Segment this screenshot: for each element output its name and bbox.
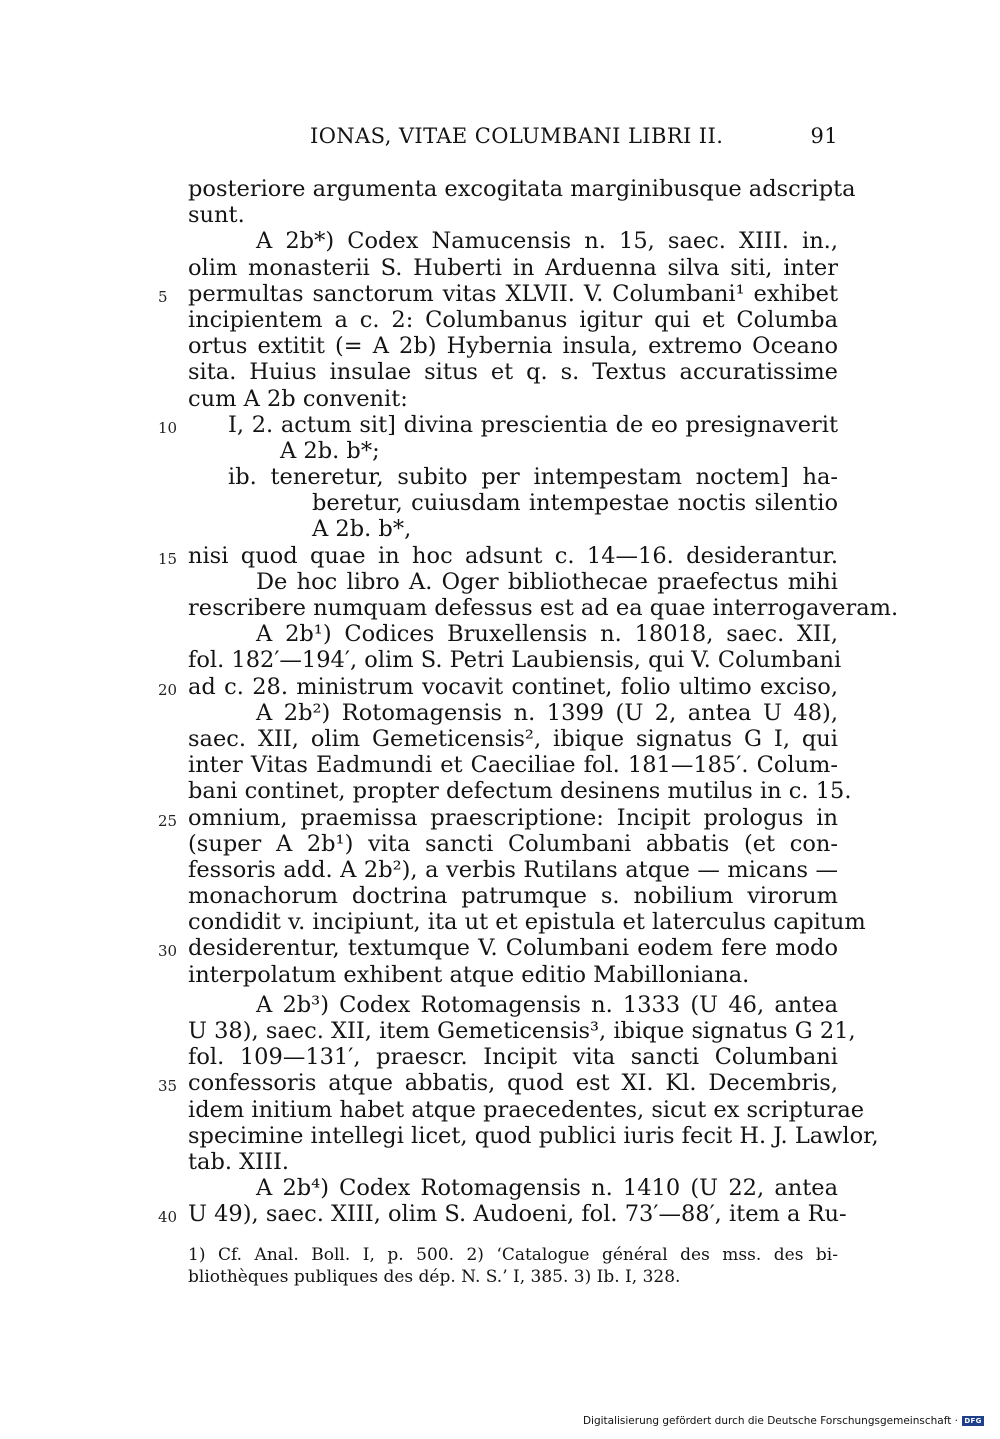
text-line: monachorum doctrina patrumque s. nobilium virorum bbox=[188, 883, 838, 910]
text-line: sita. Huius insulae situs et q. s. Textus accuratissime bbox=[188, 359, 838, 386]
text-line: beretur, cuiusdam intempestae noctis silentio bbox=[312, 490, 838, 517]
credit-text: Digitalisierung gefördert durch die Deutsche Forschungsgemeinschaft · bbox=[582, 1415, 958, 1427]
text-line: 5 permultas sanctorum vitas XLVII. V. Columbani¹ exhibet bbox=[188, 281, 838, 307]
text-line: 30 desiderentur, textumque V. Columbani eodem fere modo bbox=[188, 935, 838, 961]
text-line: fol. 109—131′, praescr. Incipit vita sancti Columbani bbox=[188, 1044, 838, 1071]
main-text bbox=[158, 176, 899, 1228]
text-line: 20 ad c. 28. ministrum vocavit continet, folio ultimo exciso, bbox=[188, 674, 838, 700]
text-line: ib. teneretur, subito per intempestam noctem] ha- bbox=[228, 464, 838, 491]
text-line: A 2b. b*; bbox=[280, 437, 380, 464]
running-title: IONAS, VITAE COLUMBANI LIBRI II. bbox=[310, 124, 724, 148]
text-line: fol. 182′—194′, olim S. Petri Laubiensis, qui V. Columbani bbox=[188, 647, 842, 674]
digitization-credit bbox=[583, 1415, 984, 1427]
footnote-line: 1) Cf. Anal. Boll. I, p. 500. 2) ‘Catalogue général des mss. des bi- bbox=[188, 1245, 838, 1265]
text-line: 40 U 49), saec. XIII, olim S. Audoeni, fol. 73′—88′, item a Ru- bbox=[188, 1201, 838, 1227]
line-number: 5 bbox=[158, 287, 168, 306]
text-line: A 2b²) Rotomagensis n. 1399 (U 2, antea U 48), bbox=[256, 699, 838, 726]
text-line: A 2b¹) Codices Bruxellensis n. 18018, saec. XII, bbox=[256, 621, 838, 648]
text-line: interpolatum exhibent atque editio Mabilloniana. bbox=[188, 961, 750, 988]
text-line: 15 nisi quod quae in hoc adsunt c. 14—16. desiderantur. bbox=[188, 543, 838, 569]
text-line: rescribere numquam defessus est ad ea quae interrogaveram. bbox=[188, 595, 899, 621]
text-line: ortus extitit (= A 2b) Hybernia insula, extremo Oceano bbox=[188, 333, 838, 360]
line-number: 10 bbox=[158, 418, 178, 437]
text-line: (super A 2b¹) vita sancti Columbani abbatis (et con- bbox=[188, 830, 838, 857]
text-line: specimine intellegi licet, quod publici iuris fecit H. J. Lawlor, bbox=[188, 1122, 879, 1149]
text-line: 10 I, 2. actum sit] divina prescientia de eo presignaverit bbox=[188, 412, 838, 438]
line-number: 25 bbox=[158, 811, 178, 830]
text-line: incipientem a c. 2: Columbanus igitur qui et Columba bbox=[188, 306, 838, 333]
text-line: fessoris add. A 2b²), a verbis Rutilans atque — micans — bbox=[188, 856, 838, 883]
text-line: condidit v. incipiunt, ita ut et epistula et laterculus capitum bbox=[188, 909, 866, 936]
line-number: 35 bbox=[158, 1077, 178, 1096]
text-line: posteriore argumenta excogitata marginibusque adscripta bbox=[188, 176, 856, 202]
page-number: 91 bbox=[810, 124, 838, 148]
footnotes bbox=[188, 1244, 838, 1288]
text-line: U 38), saec. XII, item Gemeticensis³, ibique signatus G 21, bbox=[188, 1018, 856, 1044]
text-line: De hoc libro A. Oger bibliothecae praefectus mihi bbox=[256, 568, 838, 595]
line-number: 30 bbox=[158, 942, 178, 961]
text-line: inter Vitas Eadmundi et Caeciliae fol. 181—185′. Colum- bbox=[188, 752, 838, 779]
text-line: A 2b⁴) Codex Rotomagensis n. 1410 (U 22, antea bbox=[256, 1175, 838, 1202]
text-line: tab. XIII. bbox=[188, 1148, 289, 1175]
line-number: 40 bbox=[158, 1208, 178, 1227]
text-line: idem initium habet atque praecedentes, sicut ex scripturae bbox=[188, 1096, 865, 1123]
text-line: bani continet, propter defectum desinens mutilus in c. 15. bbox=[188, 778, 852, 805]
text-line: 35 confessoris atque abbatis, quod est XI. Kl. Decembris, bbox=[188, 1070, 838, 1096]
text-line: A 2b³) Codex Rotomagensis n. 1333 (U 46, antea bbox=[256, 991, 838, 1018]
footnote-line: bliothèques publiques des dép. N. S.’ I, 385. 3) Ib. I, 328. bbox=[188, 1267, 681, 1287]
line-number: 15 bbox=[158, 549, 178, 568]
dfg-logo: DFG bbox=[962, 1416, 984, 1426]
line-number: 20 bbox=[158, 680, 178, 699]
text-line: olim monasterii S. Huberti in Arduenna silva siti, inter bbox=[188, 254, 838, 281]
text-line: A 2b. b*, bbox=[312, 516, 412, 543]
text-line: sunt. bbox=[188, 202, 245, 229]
text-line: saec. XII, olim Gemeticensis², ibique signatus G I, qui bbox=[188, 725, 838, 752]
text-line: A 2b*) Codex Namucensis n. 15, saec. XIII. in., bbox=[256, 228, 838, 255]
text-line: 25 omnium, praemissa praescriptione: Incipit prologus in bbox=[188, 805, 838, 831]
text-line: cum A 2b convenit: bbox=[188, 385, 408, 412]
